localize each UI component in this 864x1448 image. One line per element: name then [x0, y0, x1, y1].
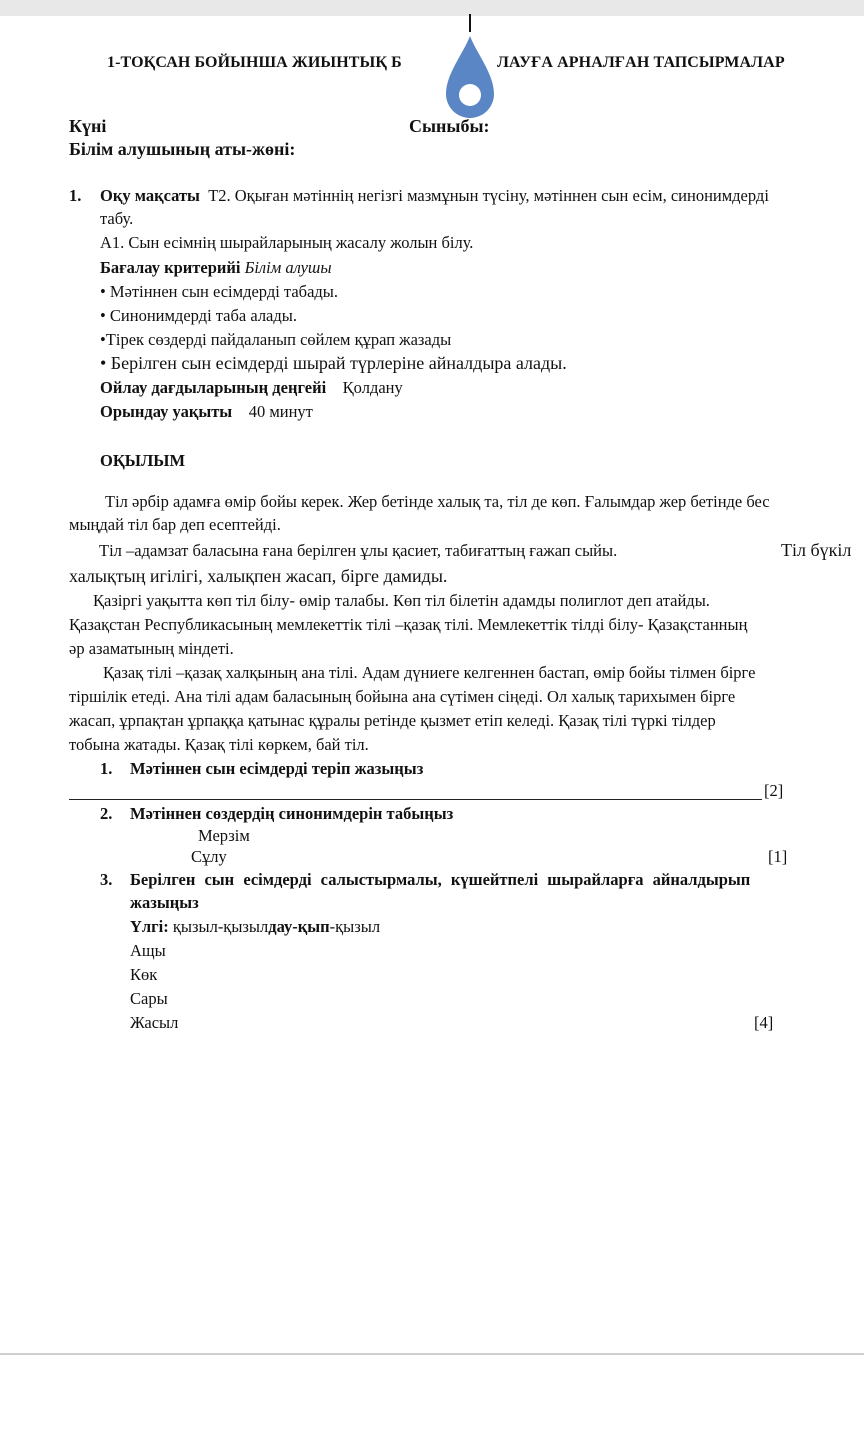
criteria-label: Бағалау критерийі [100, 258, 241, 277]
student-name-label: Білім алушының аты-жөні: [69, 139, 296, 159]
skills-label: Ойлау дағдыларының деңгейі [100, 378, 327, 397]
task-number: 3. [100, 870, 113, 889]
top-bar [0, 0, 864, 16]
criteria-item: • Синонимдерді таба алады. [100, 306, 297, 325]
date-label: Күні [69, 116, 107, 136]
goal-text-continued: табу. [100, 209, 134, 228]
reading-line: Тіл әрбір адамға өмір бойы керек. Жер бетінде халық та, тіл де көп. Ғалымдар жер бетінде бес [105, 492, 770, 511]
reading-line: Тіл бүкіл [781, 540, 852, 560]
time-label: Орындау уақыты [100, 402, 233, 421]
task-text: Берілген сын есімдерді салыстырмалы, күшейтпелі шырайларға айналдырып [130, 870, 751, 889]
learning-goal [100, 184, 769, 208]
reading-line: Тіл –адамзат баласына ғана берілген ұлы қасиет, табиғаттың ғажап сыйы. [99, 541, 618, 560]
criteria-subject: Білім алушы [244, 258, 332, 277]
doc-title-right: ЛАУҒА АРНАЛҒАН ТАПСЫРМАЛАР [497, 54, 785, 71]
time-value: 40 минут [248, 402, 313, 421]
adjective-word: Жасыл [130, 1013, 179, 1032]
reading-line: жасап, ұрпақтан ұрпаққа қатынас құралы ретінде қызмет етіп келеді. Қазақ тілі түркі тілдер [69, 711, 716, 730]
reading-line: Қазақ тілі –қазақ халқының ана тілі. Адам дүниеге келгеннен бастап, өмір бойы тілмен бірге [103, 663, 756, 682]
criteria-item: • Берілген сын есімдерді шырай түрлеріне айналдыра алады. [100, 353, 567, 373]
adjective-word: Сары [130, 989, 168, 1008]
text-cursor [469, 14, 471, 32]
adjective-word: Ащы [130, 941, 166, 960]
example-part: -қызыл [329, 917, 381, 936]
answer-line[interactable] [69, 799, 762, 800]
task-text: Мәтіннен сын есімдерді теріп жазыңыз [130, 759, 424, 778]
reading-line: мыңдай тіл бар деп есептейді. [69, 515, 281, 534]
class-label: Сыныбы: [409, 116, 490, 136]
goal-label: Оқу мақсаты [100, 186, 200, 205]
reading-line: Қазіргі уақытта көп тіл білу- өмір талабы. Көп тіл білетін адамды полиглот деп атайды. [93, 591, 710, 610]
criteria-item: • Мәтіннен сын есімдерді табады. [100, 282, 338, 301]
task-text-continued: жазыңыз [130, 893, 199, 912]
criteria-line [100, 256, 332, 280]
section-number: 1. [69, 186, 82, 205]
reading-line: тобына жатады. Қазақ тілі көркем, бай тіл. [69, 735, 369, 754]
reading-line: Қазақстан Республикасының мемлекеттік тілі –қазақ тілі. Мемлекеттік тілді білу- Қазақстанның [69, 615, 748, 634]
execution-time [100, 400, 313, 424]
task-score: [4] [754, 1013, 774, 1032]
reading-line: әр азаматының міндеті. [69, 639, 234, 658]
page-divider [0, 1353, 864, 1355]
example-part: қызыл-қызыл [172, 917, 269, 936]
task-text: Мәтіннен сөздердің синонимдерін табыңыз [130, 804, 454, 823]
reading-line: халықтың игілігі, халықпен жасап, бірге дамиды. [69, 566, 448, 586]
task-score: [1] [768, 847, 788, 866]
reading-line: тіршілік етеді. Ана тілі адам баласының бойына ана сүтімен сіңеді. Ол халық тарихымен бірге [69, 687, 736, 706]
skills-value: Қолдану [342, 378, 403, 397]
doc-title-left: 1-ТОҚСАН БОЙЫНША ЖИЫНТЫҚ Б [107, 54, 402, 71]
goal-text: Т2. Оқыған мәтіннің негізгі мазмұнын түсіну, мәтіннен сын есім, синонимдерді [208, 186, 769, 205]
goal-a1: А1. Сын есімнің шырайларының жасалу жолын білу. [100, 233, 474, 252]
task-number: 2. [100, 804, 113, 823]
bottom-area [0, 1356, 864, 1448]
synonym-word: Мерзім [198, 826, 250, 845]
example-part-bold: дау-қып [268, 917, 330, 936]
example-label: Үлгі: [130, 917, 169, 936]
task-score: [2] [764, 781, 784, 800]
thinking-skills [100, 376, 403, 400]
synonym-word: Сұлу [191, 847, 227, 866]
criteria-item: •Тірек сөздерді пайдаланып сөйлем құрап жазады [100, 330, 452, 349]
task-number: 1. [100, 759, 113, 778]
adjective-word: Көк [130, 965, 158, 984]
reading-heading: ОҚЫЛЫМ [100, 451, 186, 470]
water-drop-icon[interactable] [443, 34, 497, 120]
example-line [130, 915, 380, 939]
